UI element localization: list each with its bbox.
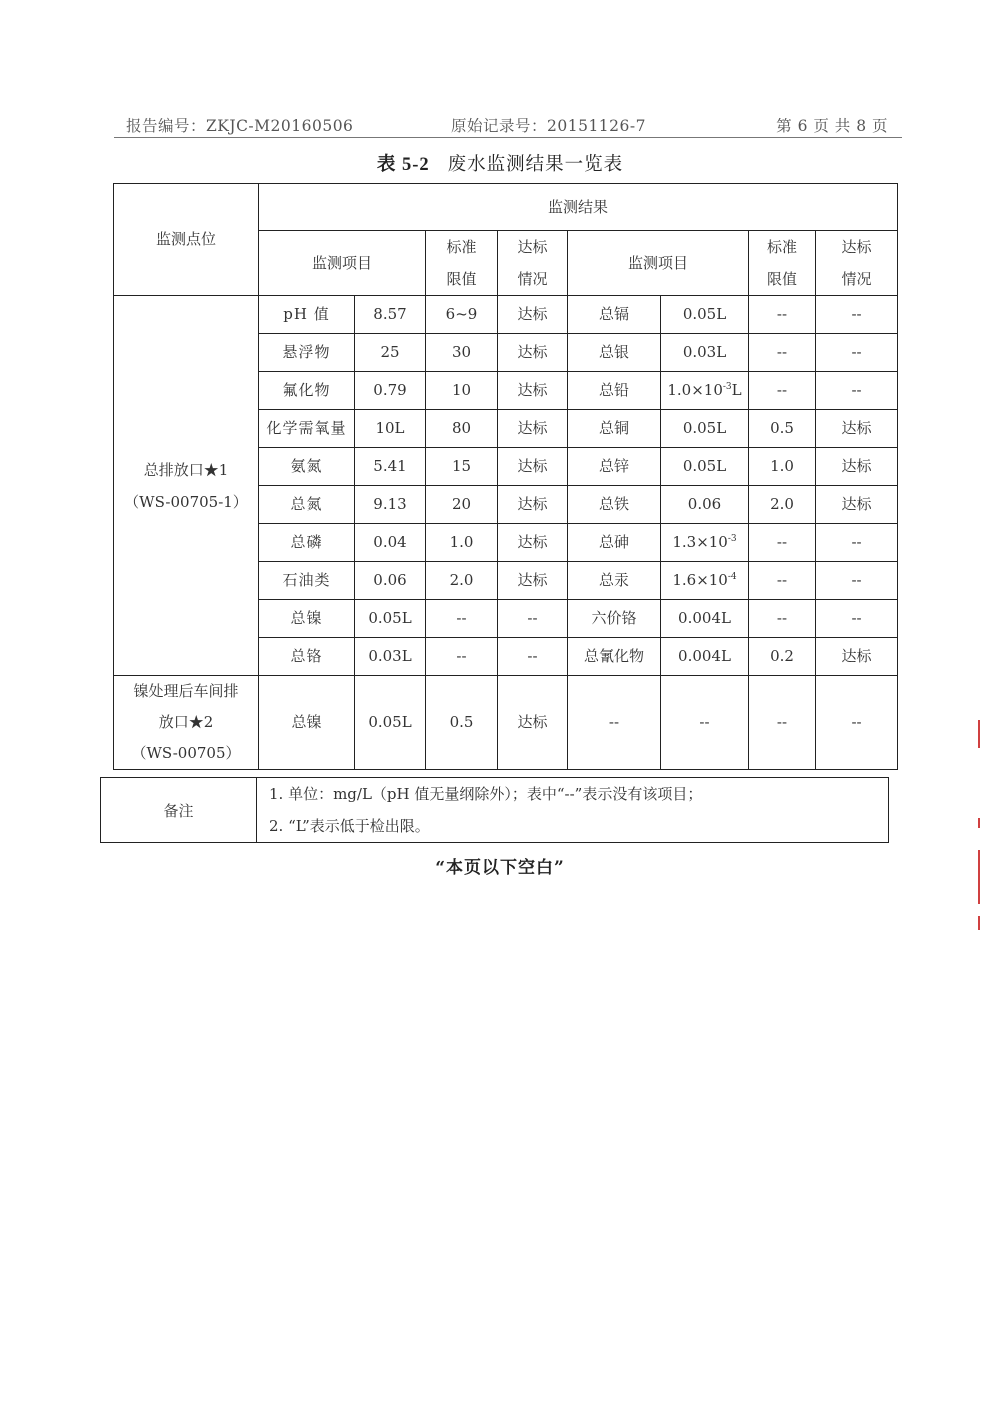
cell-item-right: 总砷	[568, 524, 661, 562]
cell-item: 氟化物	[259, 372, 355, 410]
table-number: 表 5-2	[376, 155, 430, 175]
cell-item-right: 总锌	[568, 448, 661, 486]
cell-item: 石油类	[259, 562, 355, 600]
table-row	[114, 296, 898, 334]
item-header-left: 监测项目	[259, 231, 426, 296]
cell-status: 达标	[498, 562, 568, 600]
cell-value: 0.06	[355, 562, 426, 600]
cell-status: --	[498, 638, 568, 676]
cell-item-right: 总银	[568, 334, 661, 372]
cell-value: 8.57	[355, 296, 426, 334]
notes-label: 备注	[101, 778, 257, 843]
cell-item: 总镍	[259, 600, 355, 638]
cell-status-right: 达标	[816, 410, 898, 448]
table-title-text: 废水监测结果一览表	[447, 154, 624, 175]
cell-status: --	[498, 600, 568, 638]
cell-limit: 10	[426, 372, 498, 410]
cell-limit: 6~9	[426, 296, 498, 334]
report-number: 报告编号：ZKJC-M20160506	[126, 117, 354, 135]
cell-status: 达标	[498, 524, 568, 562]
cell-value-right: 0.03L	[661, 334, 749, 372]
cell-status-right: --	[816, 562, 898, 600]
cell-limit: 80	[426, 410, 498, 448]
cell-value: 10L	[355, 410, 426, 448]
cell-item-right: 总氰化物	[568, 638, 661, 676]
cell-limit-right: 0.5	[749, 410, 816, 448]
note-line-1: 1. 单位：mg/L（pH 值无量纲除外）；表中“--”表示没有该项目；	[269, 785, 703, 803]
cell-item-right: 总铜	[568, 410, 661, 448]
site2-status-right: --	[816, 676, 898, 770]
cell-value-right: $1.3\times 10^{-3}$	[661, 524, 749, 562]
cell-item: 氨氮	[259, 448, 355, 486]
cell-value-right: $1.0\times 10^{-3}L$	[661, 372, 749, 410]
cell-value-right: 0.004L	[661, 638, 749, 676]
cell-status: 达标	[498, 334, 568, 372]
cell-limit-right: --	[749, 296, 816, 334]
cell-limit-right: --	[749, 600, 816, 638]
site2-value: 0.05L	[355, 676, 426, 770]
cell-item: 总磷	[259, 524, 355, 562]
cell-value-right: $1.6\times 10^{-4}$	[661, 562, 749, 600]
cell-status: 达标	[498, 372, 568, 410]
notes-text	[257, 778, 889, 843]
notes-table	[100, 777, 889, 843]
item-header-right: 监测项目	[568, 231, 749, 296]
cell-status-right: --	[816, 524, 898, 562]
cell-value-right: 0.004L	[661, 600, 749, 638]
cell-item: 总铬	[259, 638, 355, 676]
monitoring-results-header: 监测结果	[259, 184, 898, 231]
cell-status-right: 达标	[816, 486, 898, 524]
table-row	[114, 676, 898, 770]
cell-value: 0.04	[355, 524, 426, 562]
cell-limit-right: 2.0	[749, 486, 816, 524]
cell-limit: 30	[426, 334, 498, 372]
site2-limit: 0.5	[426, 676, 498, 770]
cell-limit: 20	[426, 486, 498, 524]
site2-value-right: --	[661, 676, 749, 770]
cell-item-right: 六价铬	[568, 600, 661, 638]
cell-status-right: 达标	[816, 448, 898, 486]
cell-item-right: 总铅	[568, 372, 661, 410]
wastewater-results-table	[113, 183, 898, 770]
cell-limit-right: --	[749, 334, 816, 372]
limit-header-left: 标准限值	[426, 231, 498, 296]
cell-limit-right: 1.0	[749, 448, 816, 486]
site1-cell	[114, 296, 259, 676]
site2-limit-right: --	[749, 676, 816, 770]
status-header-left: 达标情况	[498, 231, 568, 296]
cell-value-right: 0.05L	[661, 448, 749, 486]
cell-item-right: 总镉	[568, 296, 661, 334]
cell-status-right: --	[816, 372, 898, 410]
cell-status-right: --	[816, 334, 898, 372]
limit-header-right: 标准限值	[749, 231, 816, 296]
cell-item: pH 值	[259, 296, 355, 334]
site2-item-right: --	[568, 676, 661, 770]
cell-limit: --	[426, 638, 498, 676]
cell-status-right: --	[816, 600, 898, 638]
cell-value-right: 0.05L	[661, 296, 749, 334]
page-info: 第 6 页 共 8 页	[776, 117, 888, 135]
note-line-2: 2. “L”表示低于检出限。	[269, 817, 430, 835]
cell-limit: --	[426, 600, 498, 638]
cell-status: 达标	[498, 448, 568, 486]
cell-limit-right: --	[749, 372, 816, 410]
cell-item-right: 总汞	[568, 562, 661, 600]
edge-stamp-marks	[978, 720, 984, 940]
report-header	[126, 112, 898, 136]
cell-limit-right: 0.2	[749, 638, 816, 676]
cell-value: 9.13	[355, 486, 426, 524]
site2-item: 总镍	[259, 676, 355, 770]
cell-value: 0.79	[355, 372, 426, 410]
blank-below-notice: “本页以下空白”	[435, 858, 565, 878]
cell-value-right: 0.06	[661, 486, 749, 524]
header-rule	[114, 137, 902, 138]
cell-item-right: 总铁	[568, 486, 661, 524]
cell-status: 达标	[498, 486, 568, 524]
cell-value: 0.05L	[355, 600, 426, 638]
cell-status: 达标	[498, 296, 568, 334]
cell-limit: 15	[426, 448, 498, 486]
cell-status-right: 达标	[816, 638, 898, 676]
cell-limit-right: --	[749, 562, 816, 600]
cell-value-right: 0.05L	[661, 410, 749, 448]
cell-value: 5.41	[355, 448, 426, 486]
record-number: 原始记录号：20151126-7	[451, 117, 646, 135]
site2-status: 达标	[498, 676, 568, 770]
cell-item: 化学需氧量	[259, 410, 355, 448]
cell-limit: 1.0	[426, 524, 498, 562]
cell-status-right: --	[816, 296, 898, 334]
cell-limit-right: --	[749, 524, 816, 562]
site2-cell: 镍处理后车间排 放口★2 （WS-00705）	[114, 676, 259, 770]
monitoring-point-header: 监测点位	[114, 184, 259, 296]
table-title	[0, 150, 1000, 176]
cell-value: 0.03L	[355, 638, 426, 676]
status-header-right: 达标情况	[816, 231, 898, 296]
cell-item: 总氮	[259, 486, 355, 524]
cell-limit: 2.0	[426, 562, 498, 600]
site1-name: 总排放口★1	[143, 460, 229, 479]
cell-status: 达标	[498, 410, 568, 448]
site1-code: （WS-00705-1）	[124, 492, 248, 511]
cell-item: 悬浮物	[259, 334, 355, 372]
cell-value: 25	[355, 334, 426, 372]
